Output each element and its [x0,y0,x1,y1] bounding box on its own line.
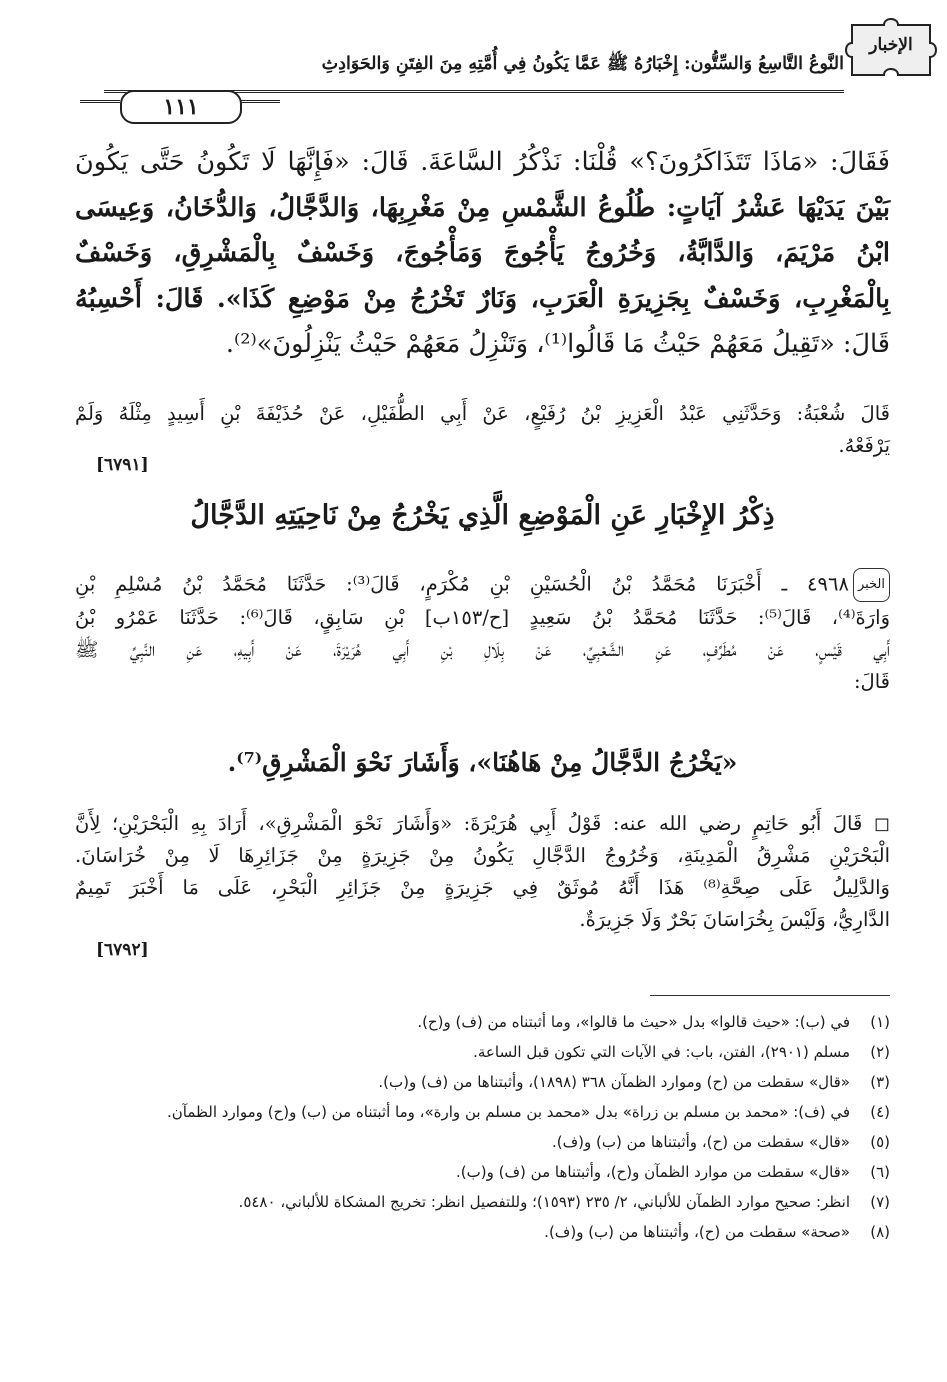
footnote-text: في (ف): «محمد بن مسلم بن زراة» بدل «محمد بن مسلم بن وارة»، وما أثبتناه من (ب) و(ح) وموارد الظمآن. [166,1103,850,1121]
text-line: بَيْنَ يَدَيْهَا عَشْرُ آيَاتٍ: طُلُوعُ الشَّمْسِ مِنْ مَغْرِبِهَا، وَالدَّجَّالُ، وَالدُّخَانُ، وَعِيسَى [75,192,890,223]
footnote-text: «صحة» سقطت من (ح)، وأثبتناها من (ب) و(ف). [544,1223,850,1241]
footnote [75,1010,890,1034]
footnote-number: (٧) [870,1193,890,1211]
header-title: النَّوعُ التَّاسِعُ وَالسِّتُّون: إِخْبَارُهُ ﷺ عَمَّا يَكُونُ فِي أُمَّتِهِ مِنَ الفِتَنِ وَالحَوَادِثِ [321,54,844,74]
hadith-continuation [75,140,890,368]
text-line: بِالْمَغْرِبِ، وَخَسْفٌ بِجَزِيرَةِ الْعَرَبِ، وَنَارٌ تَخْرُجُ مِنْ مَوْضِعِ كَذَا». قَالَ: أَحْسِبُهُ [75,283,890,314]
footnote [75,1220,890,1244]
text-line: يَرْفَعْهُ. [838,434,890,457]
footnote-number: (٤) [870,1103,890,1121]
text-line: الدَّارِيُّ، وَلَيْسَ بِخُرَاسَانَ بَحْرٌ وَلَا جَزِيرَةٌ. [579,908,890,931]
footnote-separator [650,995,890,996]
footnote-number: (٥) [870,1133,890,1151]
section-badge [844,15,938,81]
footnote-text: «قال» سقطت من (ح) وموارد الظمآن ٣٦٨ (١٨٩٨)، وأثبتناها من (ف) و(ب). [378,1073,850,1091]
text-line [75,568,890,602]
page-number-rule-right [240,100,280,103]
text-line: قَالَ شُعْبَةُ: وَحَدَّثَنِي عَبْدُ الْعَزِيزِ بْنُ رُفَيْعٍ، عَنْ أَبِي الطُّفَيْلِ، عَنْ حُذَيْفَةَ بْنِ أَسِيدٍ مِثْلَهُ وَلَمْ [75,402,890,425]
footnote [75,1100,890,1124]
footnote-number: (٢) [870,1043,890,1061]
footnotes [75,1010,890,1250]
text-line: أَبِي قَيْسٍ، عَنْ مُطَرِّفٍ، عَنِ الشَّعْبِيِّ، عَنْ بِلَالِ بْنِ أَبِي هُرَيْرَةَ، عَنْ أَبِيهِ، عَنِ النَّبِيِّ ﷺ [75,638,890,661]
footnote-text: «قال» سقطت من (ح)، وأثبتناها من (ب) و(ف). [551,1133,850,1151]
section-heading: ذِكْرُ الإِخْبَارِ عَنِ الْمَوْضِعِ الَّذِي يَخْرُجُ مِنْ نَاحِيَتِهِ الدَّجَّالُ [190,500,775,531]
shuba-note [75,398,890,462]
text-line: ◻ قَالَ أَبُو حَاتِمٍ رضي الله عنه: قَوْلُ أَبِي هُرَيْرَةَ: «وَأَشَارَ نَحْوَ الْمَشْرِقِ»، أَرَادَ بِهِ الْبَحْرَيْنِ؛ لِأَنَّ [75,812,890,835]
footnote [75,1160,890,1184]
footnote-text: في (ب): «حيث قالوا» بدل «حيث ما قالوا»، وما أثبتناه من (ف) و(ح). [417,1013,850,1031]
text-line: وَارَةَ⁽⁴⁾، قَالَ⁽⁵⁾: حَدَّثَنَا مُحَمَّدُ بْنُ سَعِيدٍ [ح/١٥٣ب] بْنِ سَابِقٍ، قَالَ⁽⁶⁾: حَدَّثَنَا عَمْرُو بْنُ [75,606,890,629]
hadith-line: ٤٩٦٨ ـ أَخْبَرَنَا مُحَمَّدُ بْنُ الْحُسَيْنِ بْنِ مُكْرَمٍ، قَالَ⁽³⁾: حَدَّثَنَا مُحَمَّدُ بْنُ مُسْلِمِ بْنِ [75,572,849,596]
footnote-number: (١) [870,1013,890,1031]
footnote-text: انظر: صحيح موارد الظمآن للألباني، ٢/ ٢٣٥ (١٥٩٣)؛ وللتفصيل انظر: تخريج المشكاة للألباني، ٥٤٨٠. [238,1193,850,1211]
hadith-matn: «يَخْرُجُ الدَّجَّالُ مِنْ هَاهُنَا»، وَأَشَارَ نَحْوَ الْمَشْرِقِ⁽⁷⁾. [227,748,738,777]
footnote [75,1190,890,1214]
badge-label: الإخبار [869,35,913,55]
text-line: الْبَحْرَيْنِ مَشْرِقُ الْمَدِينَةِ، وَخُرُوجُ الدَّجَّالِ يَكُونُ مِنْ جَزِيرَةٍ مِنْ جَزَائِرِهَا لَا مِنْ خُرَاسَانَ. [75,844,890,867]
text-line: ابْنُ مَرْيَمَ، وَالدَّابَّةُ، وَخُرُوجُ يَأْجُوجَ وَمَأْجُوجَ، وَخَسْفٌ بِالْمَشْرِقِ، وَخَسْفٌ [75,238,890,268]
hadith-isnad [75,568,890,698]
khabar-symbol-icon: الخبر [853,568,890,602]
page-number-rule-left [80,100,120,103]
footnote-number: (٨) [870,1223,890,1241]
reference-number: [٦٧٩١] [96,455,149,475]
page-number-frame [80,86,280,126]
footnote-text: مسلم (٢٩٠١)، الفتن، باب: في الآيات التي تكون قبل الساعة. [473,1043,850,1061]
footnote [75,1130,890,1154]
reference-number: [٦٧٩٢] [96,940,149,960]
text-line: قَالَ: [853,670,890,693]
footnote [75,1070,890,1094]
footnote [75,1040,890,1064]
page-number: ١١١ [120,90,242,124]
abu-hatim-commentary [75,808,890,936]
footnote-number: (٦) [870,1163,890,1181]
text-line: قَالَ: «تَقِيلُ مَعَهُمْ حَيْثُ مَا قَالُوا⁽¹⁾، وَتَنْزِلُ مَعَهُمْ حَيْثُ يَنْزِلُونَ»⁽²⁾. [225,329,890,359]
text-line: وَالدَّلِيلُ عَلَى صِحَّةِ⁽⁸⁾ هَذَا أَنَّهُ مُوثَقٌ فِي جَزِيرَةٍ مِنْ جَزَائِرِ الْبَحْرِ، عَلَى مَا أَخْبَرَ تَمِيمٌ [75,876,890,899]
footnote-text: «قال» سقطت من موارد الظمآن و(ح)، وأثبتناها من (ف) و(ب). [456,1163,850,1181]
footnote-number: (٣) [870,1073,890,1091]
text-line: فَقَالَ: «مَاذَا تَتَذَاكَرُونَ؟» قُلْنَا: نَذْكُرُ السَّاعَةَ. قَالَ: «فَإِنَّهَا لَا تَكُونُ حَتَّى يَكُونَ [75,147,890,177]
